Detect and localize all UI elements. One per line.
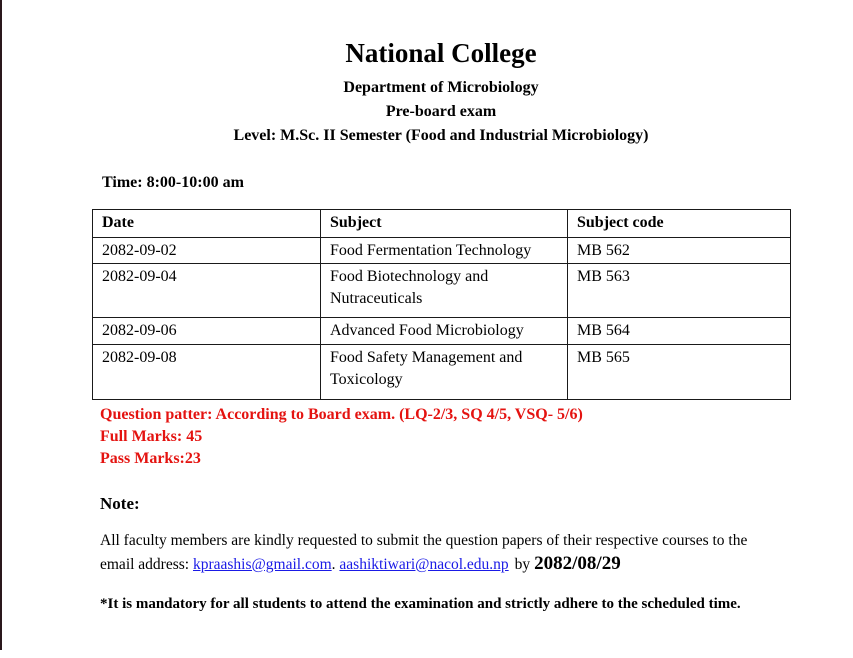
table-header-row: [93, 210, 791, 238]
level-subtitle: Level: M.Sc. II Semester (Food and Industrial Microbiology): [233, 127, 649, 144]
table-row: [93, 238, 791, 264]
exam-name-subtitle: Pre-board exam: [385, 103, 497, 120]
college-title: National College: [345, 38, 537, 68]
subject-cell: Food Fermentation Technology: [321, 238, 568, 264]
mandatory-attendance-line: *It is mandatory for all students to attend the examination and strictly adhere to the scheduled time.: [100, 596, 741, 612]
subject-cell: Food Safety Management and Toxicology: [321, 345, 568, 400]
email-link-1[interactable]: kpraashis@gmail.com: [192, 555, 332, 573]
column-header-date: Date: [93, 210, 321, 238]
department-subtitle: Department of Microbiology: [343, 79, 539, 96]
by-label: by: [514, 555, 531, 573]
page-edge-line: [0, 0, 2, 650]
date-cell: 2082-09-04: [93, 264, 321, 318]
question-pattern-line: Question patter: According to Board exam. (LQ-2/3, SQ 4/5, VSQ- 5/6): [100, 406, 583, 423]
date-cell: 2082-09-06: [93, 318, 321, 345]
subject-cell: Food Biotechnology and Nutraceuticals: [321, 264, 568, 318]
column-header-subject: Subject: [321, 210, 568, 238]
exam-schedule-table: [92, 209, 791, 400]
date-cell: 2082-09-08: [93, 345, 321, 400]
exam-rules-block: [100, 404, 790, 470]
request-line-1: All faculty members are kindly requested to submit the question papers of their respective courses to the: [100, 532, 748, 549]
request-line-2: [100, 553, 790, 577]
subject-code-cell: MB 564: [568, 318, 791, 345]
subject-cell: Advanced Food Microbiology: [321, 318, 568, 345]
email-link-2[interactable]: aashiktiwari@nacol.edu.np: [339, 555, 509, 573]
table-row: [93, 318, 791, 345]
email-address-prefix: email address:: [100, 555, 193, 573]
table-row: [93, 264, 791, 318]
exam-time-label: Time: 8:00-10:00 am: [102, 174, 244, 191]
subject-code-cell: MB 565: [568, 345, 791, 400]
subject-code-cell: MB 562: [568, 238, 791, 264]
exam-notice-document: [92, 38, 790, 613]
full-marks-line: Full Marks: 45: [100, 428, 203, 445]
note-body: [100, 530, 790, 576]
document-header: [92, 38, 790, 148]
date-cell: 2082-09-02: [93, 238, 321, 264]
table-row: [93, 345, 791, 400]
submission-deadline: 2082/08/29: [534, 552, 621, 574]
email-separator: .: [331, 555, 336, 573]
note-heading: Note:: [100, 494, 140, 513]
subject-code-cell: MB 563: [568, 264, 791, 318]
pass-marks-line: Pass Marks:23: [100, 450, 201, 467]
column-header-subject-code: Subject code: [568, 210, 791, 238]
